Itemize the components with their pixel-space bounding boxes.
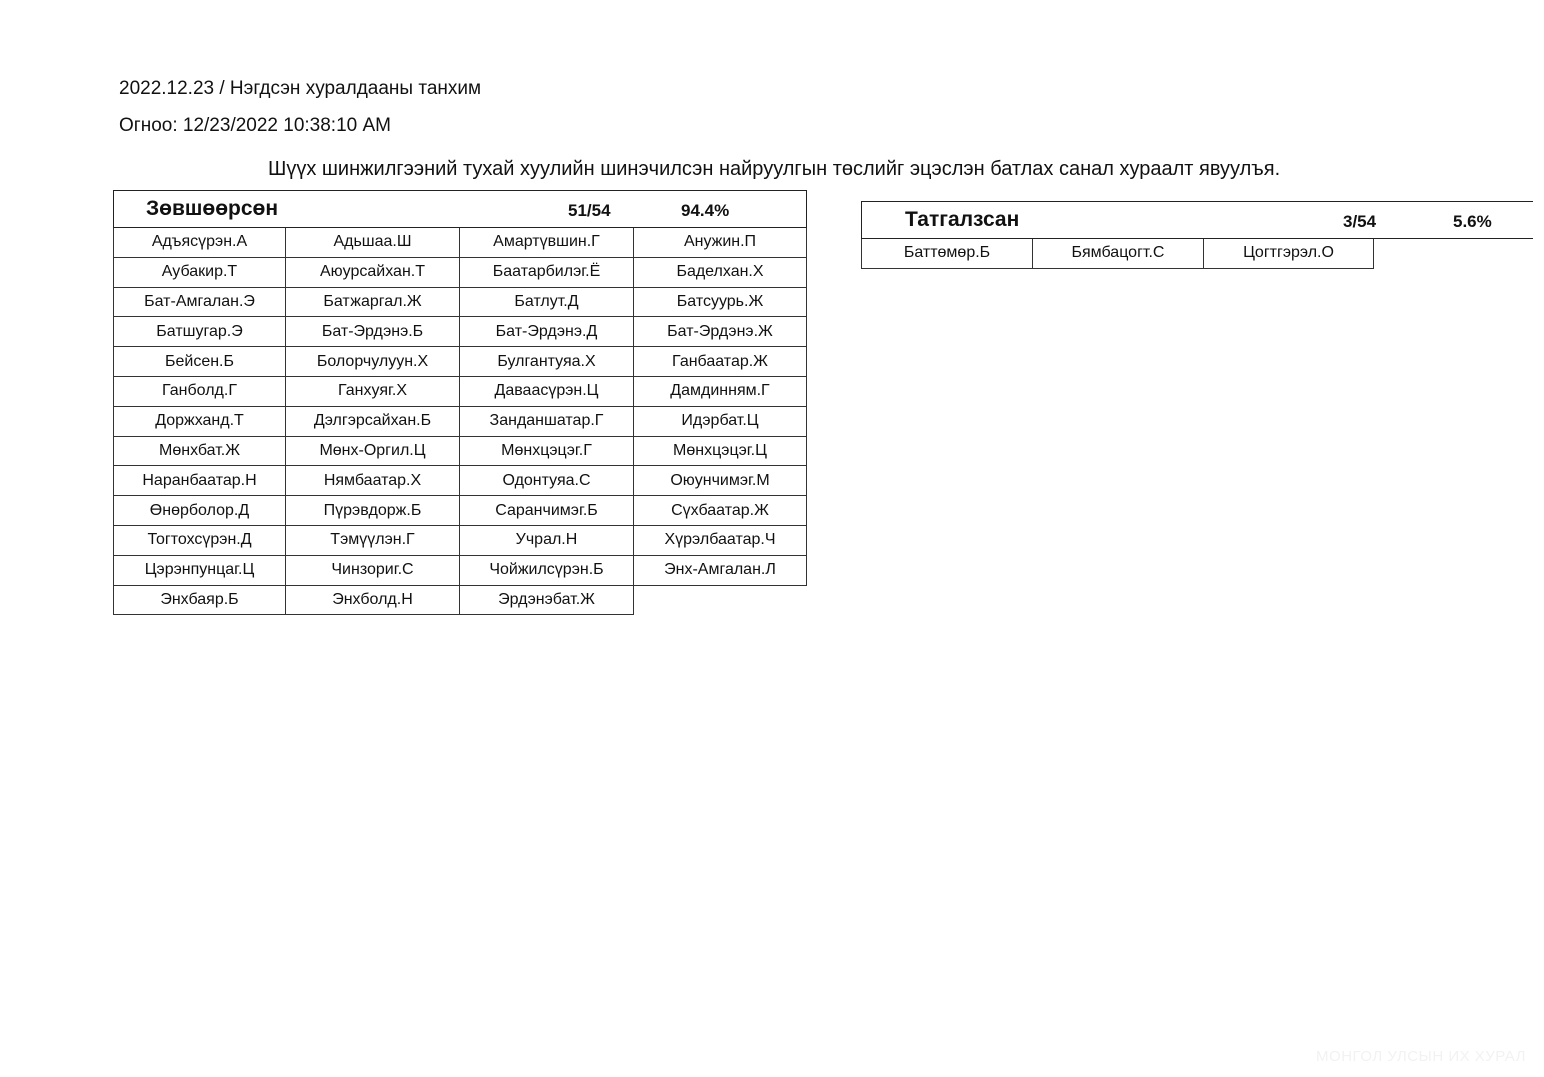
header-time-line: Огноо: 12/23/2022 10:38:10 AM [119,115,392,136]
member-name-cell: Учрал.Н [459,526,634,556]
member-name-cell: Батшугар.Э [113,317,286,347]
member-name-cell: Саранчимэг.Б [459,496,634,526]
member-name-cell: Ганбаатар.Ж [633,347,807,377]
member-name-cell: Баттөмөр.Б [861,239,1033,269]
member-name-cell: Батсуурь.Ж [633,288,807,318]
approved-header [113,190,807,228]
member-name-cell: Энхболд.Н [285,586,460,616]
approved-vote-block [113,190,807,615]
member-name-cell: Доржханд.Т [113,407,286,437]
member-name-cell: Нямбаатар.Х [285,466,460,496]
member-name-cell: Дамдинням.Г [633,377,807,407]
member-name-cell: Тэмүүлэн.Г [285,526,460,556]
member-name-cell: Хүрэлбаатар.Ч [633,526,807,556]
member-name-cell: Адьшаа.Ш [285,228,460,258]
member-name-cell: Батлут.Д [459,288,634,318]
rejected-count: 3/54 [1343,212,1377,231]
rejected-percent: 5.6% [1453,212,1492,231]
rejected-header [861,201,1533,239]
member-name-cell: Аубакир.Т [113,258,286,288]
member-name-cell: Болорчулуун.Х [285,347,460,377]
member-name-cell: Чинзориг.С [285,556,460,586]
member-name-cell: Сүхбаатар.Ж [633,496,807,526]
member-name-cell: Аюурсайхан.Т [285,258,460,288]
member-name-cell: Занданшатар.Г [459,407,634,437]
member-name-cell: Идэрбат.Ц [633,407,807,437]
rejected-label: Татгалзсан [905,208,1020,231]
member-name-cell: Бат-Эрдэнэ.Ж [633,317,807,347]
member-name-cell: Дэлгэрсайхан.Б [285,407,460,437]
member-name-cell: Анужин.П [633,228,807,258]
member-name-cell: Ганхуяг.Х [285,377,460,407]
member-name-cell: Бат-Эрдэнэ.Б [285,317,460,347]
member-name-cell: Бямбацогт.С [1032,239,1204,269]
member-name-cell: Чойжилсүрэн.Б [459,556,634,586]
member-name-cell: Мөнхцэцэг.Ц [633,437,807,467]
approved-count: 51/54 [568,201,611,220]
approved-percent: 94.4% [681,201,730,220]
member-name-cell: Эрдэнэбат.Ж [459,586,634,616]
member-name-cell: Даваасүрэн.Ц [459,377,634,407]
member-name-cell: Өнөрболор.Д [113,496,286,526]
member-name-cell: Амартүвшин.Г [459,228,634,258]
member-name-cell: Булгантуяа.Х [459,347,634,377]
approved-names-grid [113,228,807,615]
member-name-cell: Бат-Эрдэнэ.Д [459,317,634,347]
member-name-cell: Ганболд.Г [113,377,286,407]
member-name-cell: Тогтохсүрэн.Д [113,526,286,556]
member-name-cell: Энхбаяр.Б [113,586,286,616]
member-name-cell: Бат-Амгалан.Э [113,288,286,318]
footer-watermark: МОНГОЛ УЛСЫН ИХ ХУРАЛ [1316,1048,1526,1065]
member-name-cell: Пүрэвдорж.Б [285,496,460,526]
member-name-cell: Цэрэнпунцаг.Ц [113,556,286,586]
member-name-cell: Бейсен.Б [113,347,286,377]
member-name-cell: Одонтуяа.С [459,466,634,496]
member-name-cell: Наранбаатар.Н [113,466,286,496]
member-name-cell: Мөнхбат.Ж [113,437,286,467]
member-name-cell: Батжаргал.Ж [285,288,460,318]
motion-title: Шүүх шинжилгээний тухай хуулийн шинэчилсэн найруулгын төслийг эцэслэн батлах санал хураалт явуулъя. [268,158,1281,180]
member-name-cell: Оюунчимэг.М [633,466,807,496]
rejected-vote-block [861,201,1533,269]
header-date-line: 2022.12.23 / Нэгдсэн хуралдааны танхим [119,78,482,99]
member-name-cell: Адъясүрэн.А [113,228,286,258]
member-name-cell: Баделхан.Х [633,258,807,288]
rejected-names-grid [861,239,1374,269]
member-name-cell: Баатарбилэг.Ё [459,258,634,288]
member-name-cell: Мөнхцэцэг.Г [459,437,634,467]
member-name-cell: Энх-Амгалан.Л [633,556,807,586]
member-name-cell: Цогтгэрэл.О [1203,239,1374,269]
approved-label: Зөвшөөрсөн [146,197,279,220]
member-name-cell: Мөнх-Оргил.Ц [285,437,460,467]
